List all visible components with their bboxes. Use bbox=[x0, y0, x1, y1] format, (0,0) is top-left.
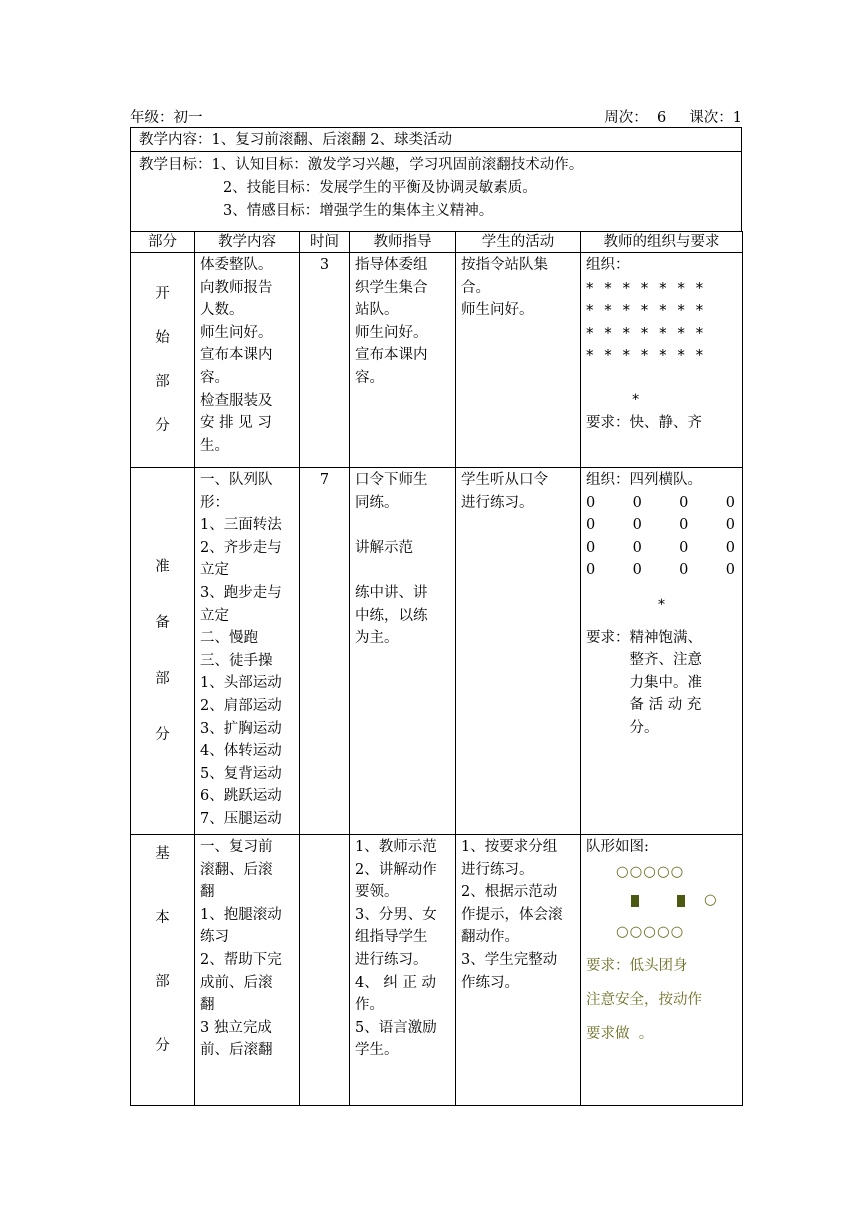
formation-row: 0 0 0 0 bbox=[586, 562, 735, 579]
teaching-goals bbox=[130, 151, 742, 231]
formation-circles-top: ○○○○○ bbox=[616, 863, 685, 880]
col-header-content: 教学内容 bbox=[195, 232, 300, 253]
grade-label: 年级：初一 bbox=[130, 110, 203, 126]
teacher-position-mark: * bbox=[632, 391, 640, 408]
formation-stars: * * * * * * * bbox=[586, 346, 707, 365]
requirement-line: 要求做 。 bbox=[586, 1025, 654, 1042]
formation-middle bbox=[586, 885, 737, 919]
section-label: 准 备 部 分 bbox=[131, 468, 195, 835]
requirement-line: 要求：低头团身 bbox=[586, 957, 688, 974]
formation-row: 0 0 0 0 bbox=[586, 539, 735, 556]
teaching-content: 教学内容：1、复习前滚翻、后滚翻 2、球类活动 bbox=[130, 127, 742, 151]
formation-circles-bottom: ○○○○○ bbox=[616, 923, 685, 940]
col-header-teacher: 教师指导 bbox=[350, 232, 456, 253]
col-header-student: 学生的活动 bbox=[456, 232, 581, 253]
teacher-cell: 指导体委组 织学生集合 站队。 师生问好。 宣布本课内 容。 bbox=[350, 253, 456, 468]
content-cell: 一、队列队 形： 1、三面转法 2、齐步走与 立定 3、跑步走与 立定 二、慢跑 三、徒手操 1、头部运动 2、肩部运动 3、扩胸运动 4、体转运动 5、复背运动 6、跳跃运动 7、压腿运动 bbox=[195, 468, 300, 835]
formation-row: 0 0 0 0 bbox=[586, 517, 735, 534]
requirement-block: 要求： 精神饱满、 整齐、注意 力集中。准 备 活 动 充 分。 bbox=[586, 629, 702, 736]
content-cell: 体委整队。 向教师报告 人数。 师生问好。 宣布本课内 容。 检查服装及 安 排 见 习 生。 bbox=[195, 253, 300, 468]
col-header-organization: 教师的组织与要求 bbox=[581, 232, 743, 253]
goal-line-2: 2、技能目标：发展学生的平衡及协调灵敏素质。 bbox=[223, 180, 537, 196]
teacher-cell: 口令下师生 同练。 讲解示范 练中讲、讲 中练，以练 为主。 bbox=[350, 468, 456, 835]
section-label: 开 始 部 分 bbox=[131, 253, 195, 468]
lesson-plan-table bbox=[130, 231, 743, 1106]
organization-cell: 组织：四列横队。 0 0 0 0 0 0 0 0 0 0 0 0 0 0 0 0 * 要求： 精神饱满、 整齐、注意 力集中。准 备 活 动 充 分。 bbox=[581, 468, 743, 835]
organization-cell: 队形如图: ○○○○○ ○ ○○○○○ 要求：低头团身 注意安全，按动作 要求做 。 bbox=[581, 835, 743, 1106]
formation-row: 0 0 0 0 bbox=[586, 494, 735, 511]
time-cell: 7 bbox=[300, 468, 350, 835]
col-header-section: 部分 bbox=[131, 232, 195, 253]
table-row bbox=[131, 835, 743, 1106]
time-cell bbox=[300, 835, 350, 1106]
teacher-circle: ○ bbox=[704, 891, 718, 908]
lesson-header bbox=[130, 106, 742, 126]
requirement-text: 要求：快、静、齐 bbox=[586, 414, 702, 431]
time-cell: 3 bbox=[300, 253, 350, 468]
student-cell: 按指令站队集 合。 师生问好。 bbox=[456, 253, 581, 468]
formation-stars: * * * * * * * bbox=[586, 301, 707, 320]
section-label: 基 本 部 分 bbox=[131, 835, 195, 1106]
goal-line-3: 3、情感目标：增强学生的集体主义精神。 bbox=[223, 203, 494, 219]
mat-icon bbox=[631, 895, 639, 907]
goal-line-1: 教学目标：1、认知目标：激发学习兴趣，学习巩固前滚翻技术动作。 bbox=[139, 157, 584, 173]
student-cell: 学生听从口令 进行练习。 bbox=[456, 468, 581, 835]
formation-stars: * * * * * * * bbox=[586, 278, 707, 297]
table-row bbox=[131, 253, 743, 468]
week-lesson-label: 周次： 6 课次：1 bbox=[604, 110, 742, 126]
mat-icon bbox=[677, 895, 685, 907]
organization-cell: 组织： * * * * * * * * * * * * * * * * * * * * * * * * * * * * * 要求：快、静、齐 bbox=[581, 253, 743, 468]
content-cell: 一、复习前 滚翻、后滚 翻 1、抱腿滚动 练习 2、帮助下完 成前、后滚 翻 3 独立完成 前、后滚翻 bbox=[195, 835, 300, 1106]
table-header-row bbox=[131, 232, 743, 253]
requirement-line: 注意安全，按动作 bbox=[586, 991, 702, 1008]
student-cell: 1、按要求分组 进行练习。 2、根据示范动 作提示，体会滚 翻动作。 3、学生完整动 作练习。 bbox=[456, 835, 581, 1106]
table-row bbox=[131, 468, 743, 835]
teacher-position-mark: * bbox=[657, 596, 666, 613]
formation-stars: * * * * * * * bbox=[586, 323, 707, 342]
teacher-cell: 1、教师示范 2、讲解动作 要领。 3、分男、女 组指导学生 进行练习。 4、 纠 正 动 作。 5、语言激励 学生。 bbox=[350, 835, 456, 1106]
col-header-time: 时间 bbox=[300, 232, 350, 253]
